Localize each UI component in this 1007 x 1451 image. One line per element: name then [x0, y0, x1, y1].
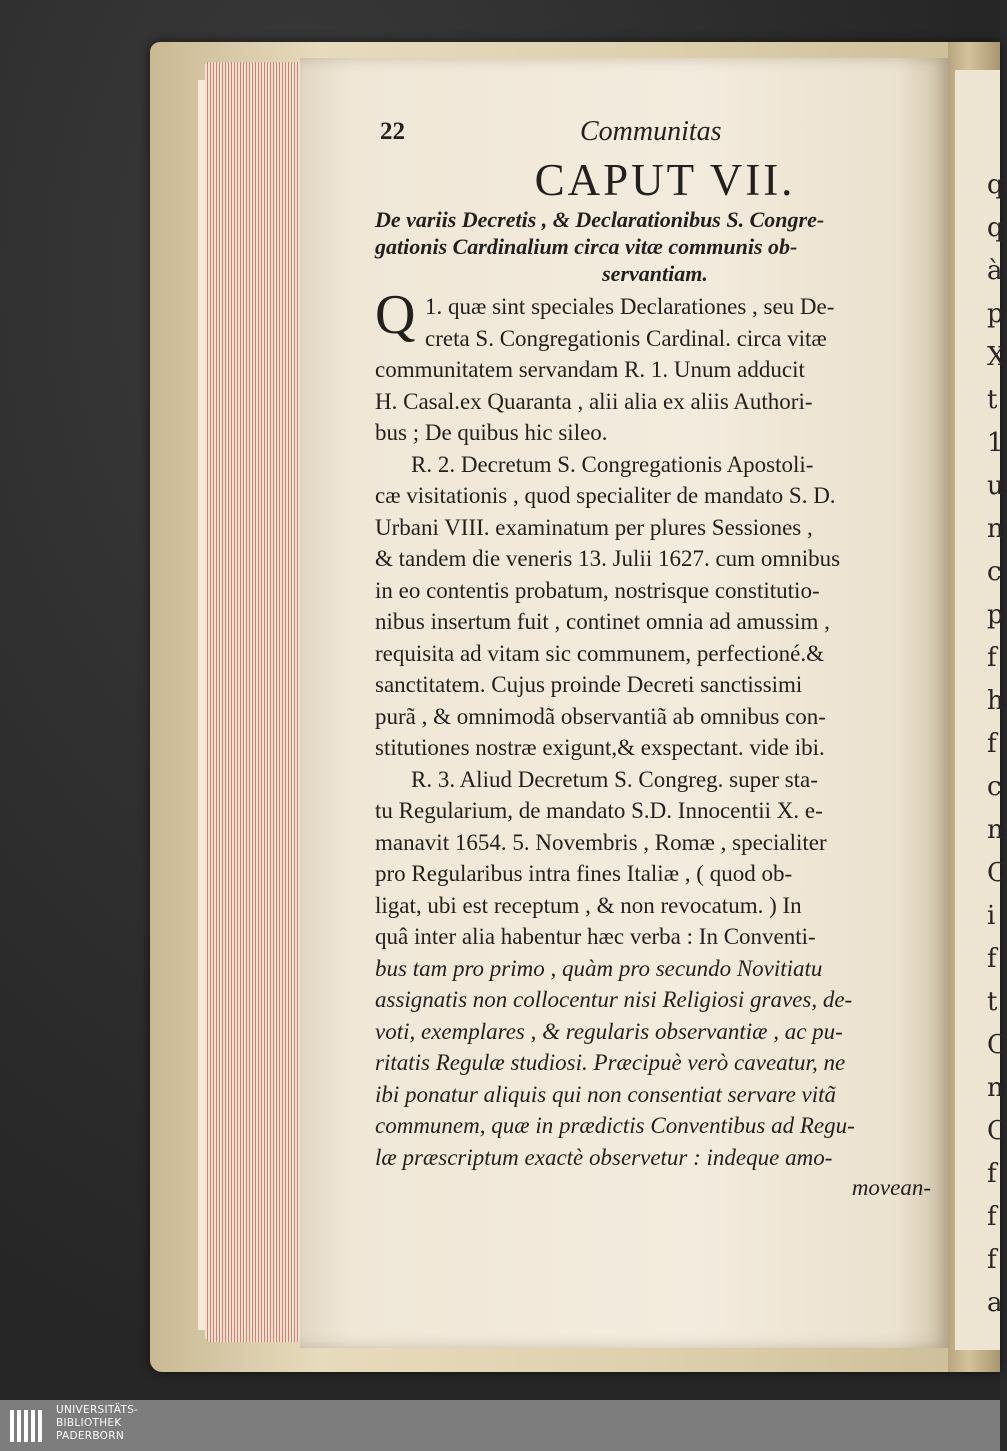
- facing-page-fragment: n: [987, 514, 1004, 544]
- body-line: læ præscriptum exactè observetur : indeque amo-: [375, 1144, 833, 1170]
- body-line: purã , & omnimodã observantiã ab omnibus con-: [375, 703, 826, 729]
- body-text: [375, 354, 935, 1173]
- facing-page-fragment: C: [987, 858, 1007, 888]
- body-line: H. Casal.ex Quaranta , alii alia ex aliis Authori-: [375, 388, 813, 414]
- facing-page-fragment: p: [987, 600, 1004, 630]
- body-line: quâ inter alia habentur hæc verba : In Conventi-: [375, 924, 816, 949]
- body-line: requisita ad vitam sic communem, perfectioné.&: [375, 640, 824, 666]
- facing-page-fragment: f: [987, 729, 997, 759]
- facing-page-fragment: p: [987, 299, 1004, 329]
- library-name-line: BIBLIOTHEK: [56, 1417, 122, 1429]
- body-line: manavit 1654. 5. Novembris , Romæ , specialiter: [375, 829, 827, 855]
- body-line: ligat, ubi est receptum , & non revocatum. ) In: [375, 892, 802, 918]
- facing-page-fragment: t: [987, 987, 998, 1017]
- facing-page-fragment: C: [987, 1116, 1007, 1146]
- body-line: pro Regularibus intra fines Italiæ , ( quod ob-: [375, 861, 793, 886]
- facing-page-fragment: u: [987, 471, 1004, 501]
- body-line: & tandem die veneris 13. Julii 1627. cum omnibus: [375, 546, 841, 571]
- page-header: [375, 112, 935, 152]
- subtitle-line: servantiam.: [602, 261, 708, 286]
- facing-page-fragment: f: [987, 944, 997, 974]
- facing-page-fragment: à: [987, 256, 1003, 286]
- body-line: nibus insertum fuit , continet omnia ad amussim ,: [375, 609, 830, 634]
- facing-page-fragment: i: [987, 901, 996, 931]
- subtitle-line: gationis Cardinalium circa vitæ communis ob-: [375, 234, 798, 259]
- library-name-line: PADERBORN: [56, 1430, 124, 1442]
- body-line: bus ; De quibus hic sileo.: [375, 420, 608, 445]
- body-line: sanctitatem. Cujus proinde Decreti sanctissimi: [375, 672, 803, 697]
- library-name: [56, 1404, 138, 1443]
- facing-page-fragment: f: [987, 1159, 997, 1189]
- body-line: in eo contentis probatum, nostrisque constitutio-: [375, 577, 820, 603]
- facing-page-fragment: f: [987, 1245, 997, 1275]
- facing-page-fragment: c: [987, 557, 1002, 587]
- library-name-line: UNIVERSITÄTS-: [56, 1404, 139, 1416]
- body-line: stitutiones nostræ exigunt,& exspectant. vide ibi.: [375, 735, 825, 760]
- facing-page-fragment: f: [987, 1202, 997, 1232]
- body-line: assignatis non collocentur nisi Religiosi graves, de-: [375, 987, 853, 1012]
- body-line: bus tam pro primo , quàm pro secundo Novitiatu: [375, 955, 823, 981]
- facing-page-fragment: q: [987, 170, 1004, 200]
- body-line: cæ visitationis , quod specialiter de mandato S. D.: [375, 483, 836, 508]
- chapter-subtitle: [375, 206, 935, 287]
- page-stack-red-edges: [205, 62, 313, 1342]
- running-head: Communitas: [580, 116, 722, 147]
- body-line: R. 2. Decretum S. Congregationis Apostoli-: [411, 451, 814, 477]
- facing-page-fragment: t: [987, 385, 998, 415]
- body-line: voti, exemplares , & regularis observantiæ , ac pu-: [375, 1018, 843, 1044]
- subtitle-line: De variis Decretis , & Declarationibus S. Congre-: [375, 207, 825, 232]
- body-line: Urbani VIII. examinatum per plures Sessiones ,: [375, 514, 813, 540]
- library-footer: [0, 1400, 1000, 1451]
- body-line: 1. quæ sint speciales Declarationes , seu De-: [425, 294, 835, 319]
- catchword: movean-: [851, 1175, 931, 1200]
- facing-page-fragment: c: [987, 772, 1002, 802]
- body-line: ritatis Regulæ studiosi. Præcipuè verò caveatur, ne: [375, 1050, 846, 1075]
- body-line: communitatem servandam R. 1. Unum adducit: [375, 357, 805, 382]
- facing-page-fragment: 1: [987, 428, 1004, 458]
- body-line: tu Regularium, de mandato S.D. Innocentii X. e-: [375, 798, 823, 823]
- facing-page-fragment: h: [987, 686, 1004, 716]
- facing-page: [955, 70, 1007, 1350]
- body-line: R. 3. Aliud Decretum S. Congreg. super sta-: [411, 766, 818, 792]
- chapter-title: CAPUT VII.: [534, 155, 796, 205]
- facing-page-fragment: C: [987, 1030, 1007, 1060]
- facing-page-fragment: n: [987, 815, 1004, 845]
- page-number: 22: [380, 118, 405, 145]
- question-block: [375, 284, 935, 354]
- facing-page-fragment: n: [987, 1073, 1004, 1103]
- body-line: communem, quæ in prædictis Conventibus ad Regu-: [375, 1113, 855, 1138]
- body-line: ibi ponatur aliquis qui non consentiat servare vitã: [375, 1081, 837, 1107]
- library-logo-icon: [8, 1406, 48, 1446]
- facing-page-fragment: q: [987, 213, 1004, 243]
- drop-capital: Q: [375, 284, 416, 346]
- facing-page-fragment: a: [987, 1288, 1003, 1318]
- facing-page-fragment: f: [987, 643, 997, 673]
- body-line: creta S. Congregationis Cardinal. circa vitæ: [425, 325, 827, 351]
- page-text: [375, 112, 935, 1203]
- facing-page-fragment: X: [987, 342, 1006, 372]
